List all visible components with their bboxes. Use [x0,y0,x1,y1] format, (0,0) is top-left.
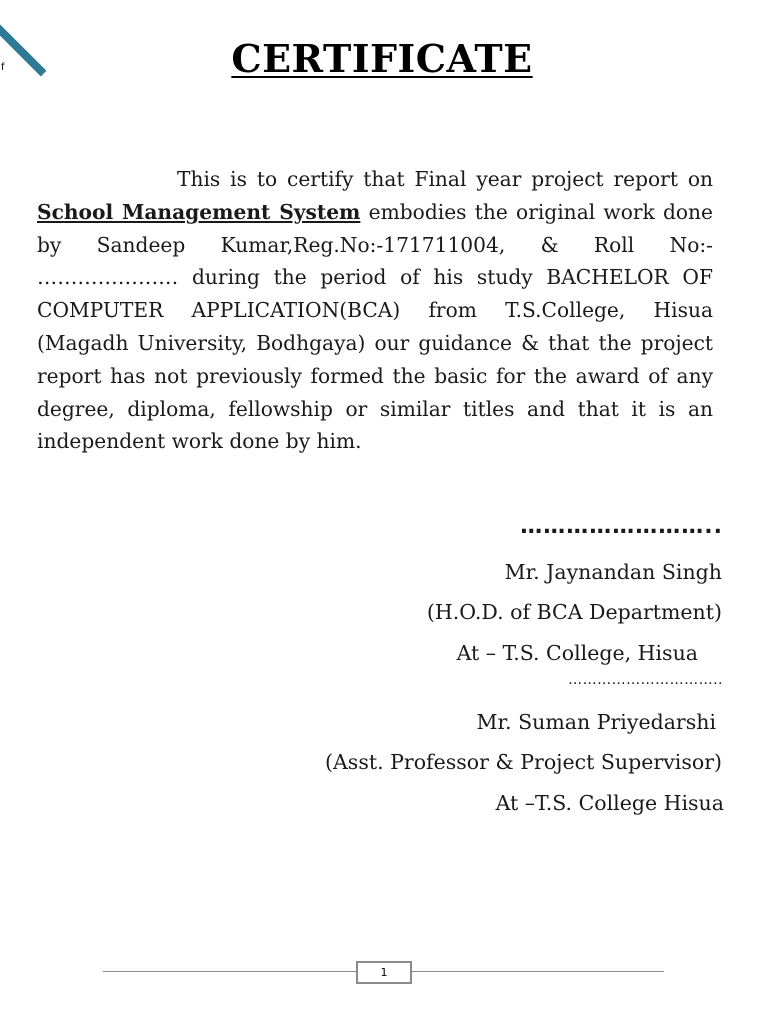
hod-name: Mr. Jaynandan Singh [504,560,722,584]
certificate-body [37,163,713,458]
hod-institution: At – T.S. College, Hisua [456,641,698,665]
supervisor-institution: At –T.S. College Hisua [495,791,724,815]
supervisor-designation: (Asst. Professor & Project Supervisor) [325,750,722,774]
corner-letter: f [1,62,5,73]
hod-designation: (H.O.D. of BCA Department) [426,600,722,624]
certificate-title: CERTIFICATE [231,36,533,81]
supervisor-name: Mr. Suman Priyedarshi [476,710,716,734]
page-number: 1 [356,961,412,984]
project-name: School Management System [37,199,361,224]
signature-line-supervisor: ………………………….. [568,672,723,688]
certificate-intro: This is to certify that Final year project report on [177,167,713,191]
certificate-body-text: embodies the original work done by Sandeep Kumar,Reg.No:-171711004, & Roll No:- ………………… during the period of his study BACHELOR OF COMPUTER APPLICATION(BCA) from T.S.College, Hisua (Magadh University, Bodhgaya) our guidance & that the project report has not previously formed the basic for the award of any degree, diploma, fellowship or similar titles and that it is an independent work done by him. [37,199,713,454]
signature-line-hod: …………………….. [520,514,723,539]
